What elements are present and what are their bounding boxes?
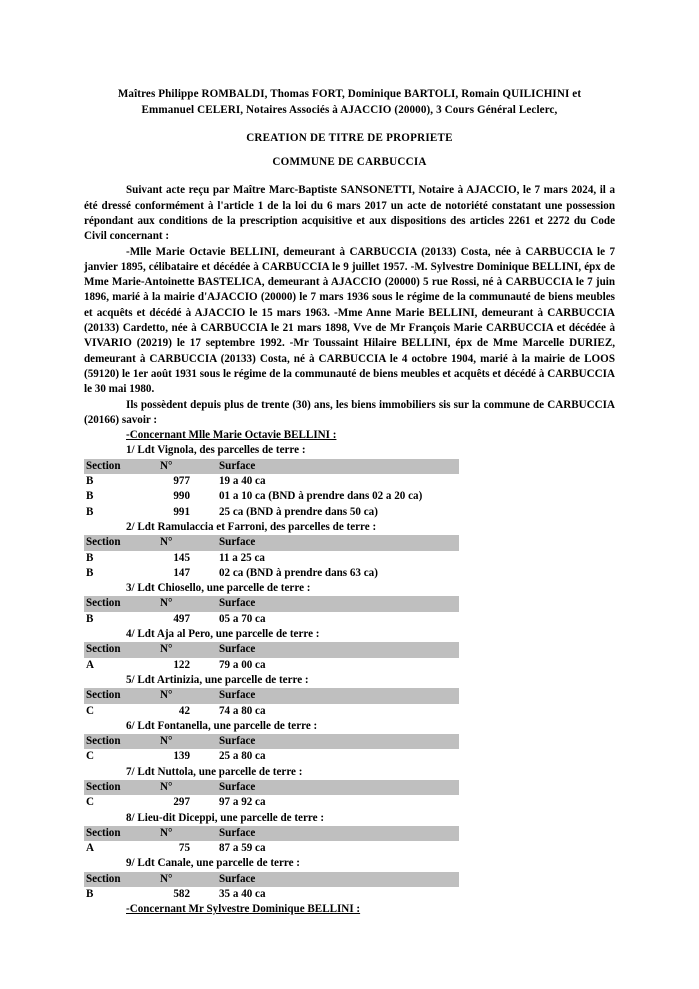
table-row xyxy=(84,489,459,504)
concerning-heading-2-text: -Concernant Mr Sylvestre Dominique BELLINI : xyxy=(126,903,361,916)
table-header-row xyxy=(84,734,459,749)
table-row xyxy=(84,887,459,902)
column-header-surface: Surface xyxy=(219,459,256,472)
column-header-section: Section xyxy=(86,780,121,793)
parcels-table xyxy=(84,872,459,903)
table-header-row xyxy=(84,459,459,474)
cell-num: 145 xyxy=(173,551,190,564)
column-header-surface: Surface xyxy=(219,780,256,793)
cell-section: C xyxy=(86,796,95,809)
cell-surface: 01 a 10 ca (BND à prendre dans 02 a 20 ca) xyxy=(219,490,423,503)
table-row xyxy=(84,795,459,810)
cell-section: C xyxy=(86,704,95,717)
cell-section: B xyxy=(86,612,94,625)
parcels-table xyxy=(84,826,459,857)
table-header-row xyxy=(84,688,459,703)
cell-section: B xyxy=(86,551,94,564)
spacer xyxy=(84,146,615,155)
parcels-table xyxy=(84,780,459,811)
commune-subtitle: COMMUNE DE CARBUCCIA xyxy=(272,156,427,169)
table-row xyxy=(84,841,459,856)
body-paragraph-1: Suivant acte reçu par Maître Marc-Baptiste SANSONETTI, Notaire à AJACCIO, le 7 mars 2024, il a été dressé conformément à l'article 1 de la loi du 6 mars 2017 un acte de notoriété constatant une possession répondant aux conditions de la prescription acquisitive et aux dispositions des articles 2261 et 2272 du Code Civil concernant : xyxy=(84,184,615,243)
cell-num: 139 xyxy=(173,750,190,763)
table-header-row xyxy=(84,780,459,795)
cell-surface: 05 a 70 ca xyxy=(219,612,266,625)
body-paragraph-2: -Mlle Marie Octavie BELLINI, demeurant à CARBUCCIA (20133) Costa, née à CARBUCCIA le 7 janvier 1895, célibataire et décédée à CARBUCCIA le 9 juillet 1957. -M. Sylvestre Dominique BELLINI, épx de Mme Marie-Antoinette BASTELICA, demeurant à AJACCIO (20000) 5 rue Rossi, né à CARBUCCIA le 7 juin 1896, marié à la mairie d'AJACCIO (20000) le 7 mars 1936 sous le régime de la communauté de biens meubles et acquêts et décédé à AJACCIO le 15 mars 1963. -Mme Anne Marie BELLINI, demeurant à CARBUCCIA (20133) Cardetto, née à CARBUCCIA le 21 mars 1898, Vve de Mr François Marie CARBUCCIA et décédée à VIVARIO (20219) le 17 septembre 1992. -Mr Toussaint Hilaire BELLINI, épx de Mme Marcelle DURIEZ, demeurant à CARBUCCIA (20133) Costa, né à CARBUCCIA le 4 octobre 1904, marié à la mairie de LOOS (59120) le 1er août 1931 sous le régime de la communauté de biens meubles et acquêts et décédé à CARBUCCIA le 30 mai 1980. xyxy=(84,245,615,396)
lot-label: 9/ Ldt Canale, une parcelle de terre : xyxy=(126,857,300,870)
cell-section: A xyxy=(86,842,95,855)
parcels-table xyxy=(84,459,459,520)
column-header-num: N° xyxy=(160,872,173,885)
body-paragraph-3: Ils possèdent depuis plus de trente (30) ans, les biens immobiliers sis sur la commune de CARBUCCIA (20166) savoir : xyxy=(84,398,615,426)
cell-num: 122 xyxy=(173,658,190,671)
column-header-surface: Surface xyxy=(219,872,256,885)
table-row xyxy=(84,704,459,719)
cell-section: A xyxy=(86,658,95,671)
cell-num: 497 xyxy=(173,612,190,625)
cell-surface: 19 a 40 ca xyxy=(219,475,266,488)
column-header-section: Section xyxy=(86,536,121,549)
parcels-table xyxy=(84,535,459,581)
document-content xyxy=(84,86,615,918)
cell-section: B xyxy=(86,490,94,503)
cell-section: C xyxy=(86,750,95,763)
table-row xyxy=(84,749,459,764)
spacer xyxy=(84,170,615,183)
cell-num: 42 xyxy=(178,704,190,717)
column-header-section: Section xyxy=(86,826,121,839)
lot-label: 8/ Lieu-dit Diceppi, une parcelle de terre : xyxy=(126,811,325,824)
column-header-section: Section xyxy=(86,872,121,885)
column-header-surface: Surface xyxy=(219,689,256,702)
cell-num: 297 xyxy=(173,796,190,809)
cell-num: 991 xyxy=(173,505,190,518)
cell-num: 75 xyxy=(178,842,190,855)
cell-num: 977 xyxy=(173,475,190,488)
column-header-surface: Surface xyxy=(219,826,256,839)
lot-label: 4/ Ldt Aja al Pero, une parcelle de terre : xyxy=(126,628,320,641)
table-row xyxy=(84,612,459,627)
lot-label: 2/ Ldt Ramulaccia et Farroni, des parcelles de terre : xyxy=(126,520,377,533)
column-header-surface: Surface xyxy=(219,735,256,748)
parcels-table xyxy=(84,734,459,765)
table-header-row xyxy=(84,596,459,611)
spacer xyxy=(84,118,615,131)
cell-surface: 25 a 80 ca xyxy=(219,750,266,763)
column-header-num: N° xyxy=(160,643,173,656)
document-title: CREATION DE TITRE DE PROPRIETE xyxy=(246,132,453,145)
table-row xyxy=(84,474,459,489)
cell-num: 582 xyxy=(173,888,190,901)
column-header-surface: Surface xyxy=(219,597,256,610)
parcels-table xyxy=(84,642,459,673)
column-header-section: Section xyxy=(86,689,121,702)
cell-section: B xyxy=(86,475,94,488)
cell-surface: 97 a 92 ca xyxy=(219,796,266,809)
cell-surface: 87 a 59 ca xyxy=(219,842,266,855)
cell-surface: 11 a 25 ca xyxy=(219,551,265,564)
column-header-section: Section xyxy=(86,459,121,472)
cell-surface: 02 ca (BND à prendre dans 63 ca) xyxy=(219,566,378,579)
cell-num: 147 xyxy=(173,566,190,579)
table-row xyxy=(84,551,459,566)
firm-line-1: Maîtres Philippe ROMBALDI, Thomas FORT, Dominique BARTOLI, Romain QUILICHINI et xyxy=(117,88,582,100)
column-header-num: N° xyxy=(160,459,173,472)
table-row xyxy=(84,658,459,673)
lot-label: 7/ Ldt Nuttola, une parcelle de terre : xyxy=(126,765,303,778)
cell-section: B xyxy=(86,566,94,579)
table-header-row xyxy=(84,872,459,887)
table-header-row xyxy=(84,535,459,550)
column-header-num: N° xyxy=(160,689,173,702)
cell-section: B xyxy=(86,888,94,901)
cell-surface: 25 ca (BND à prendre dans 50 ca) xyxy=(219,505,378,518)
column-header-num: N° xyxy=(160,780,173,793)
table-header-row xyxy=(84,642,459,657)
concerning-heading-2 xyxy=(84,902,615,917)
column-header-section: Section xyxy=(86,735,121,748)
firm-line-2: Emmanuel CELERI, Notaires Associés à AJACCIO (20000), 3 Cours Général Leclerc, xyxy=(141,104,558,117)
cell-num: 990 xyxy=(173,490,190,503)
parcels-table xyxy=(84,688,459,719)
lot-label: 6/ Ldt Fontanella, une parcelle de terre : xyxy=(126,719,318,732)
cell-surface: 79 a 00 ca xyxy=(219,658,266,671)
lot-label: 3/ Ldt Chiosello, une parcelle de terre : xyxy=(126,582,311,595)
parcels-table xyxy=(84,596,459,627)
column-header-num: N° xyxy=(160,826,173,839)
column-header-num: N° xyxy=(160,735,173,748)
column-header-section: Section xyxy=(86,643,121,656)
table-row xyxy=(84,566,459,581)
column-header-num: N° xyxy=(160,597,173,610)
cell-surface: 74 a 80 ca xyxy=(219,704,266,717)
lot-label: 1/ Ldt Vignola, des parcelles de terre : xyxy=(126,444,306,457)
column-header-surface: Surface xyxy=(219,643,256,656)
concerning-heading-1 xyxy=(84,428,615,443)
column-header-num: N° xyxy=(160,536,173,549)
lots-container xyxy=(84,443,615,902)
column-header-section: Section xyxy=(86,597,121,610)
column-header-surface: Surface xyxy=(219,536,256,549)
cell-section: B xyxy=(86,505,94,518)
cell-surface: 35 a 40 ca xyxy=(219,888,266,901)
table-header-row xyxy=(84,826,459,841)
table-row xyxy=(84,505,459,520)
concerning-heading-1-text: -Concernant Mlle Marie Octavie BELLINI : xyxy=(126,429,337,442)
lot-label: 5/ Ldt Artinizia, une parcelle de terre : xyxy=(126,673,309,686)
